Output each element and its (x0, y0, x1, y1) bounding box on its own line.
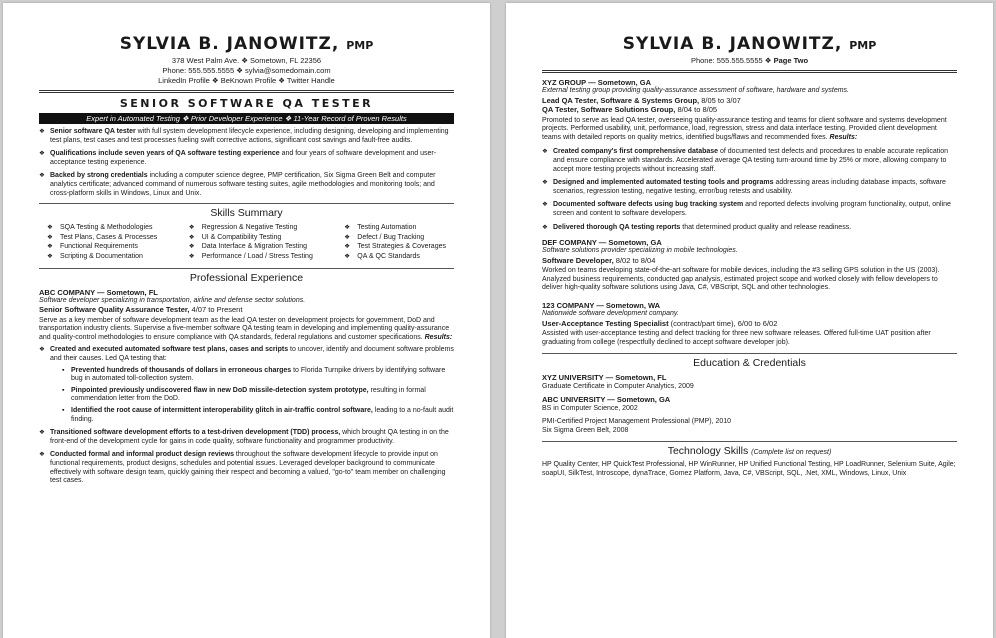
sub-result-item: ▪ Pinpointed previously undiscovered flaw in new DoD missile-detection system prototype, resulting in formal commendation letter from the DoD. (60, 387, 454, 404)
company-description: Software solutions provider specializing in mobile technologies. (542, 247, 738, 255)
company-description: Software developer specializing in transportation, airline and defense sector solutions. (39, 296, 306, 304)
result-item: ❖ Documented software defects using bug tracking system and reported defects involving program functionality, output, online screen and content to software developers. (542, 201, 957, 218)
job-description: Worked on teams developing state-of-the-art software for mobile devices, including the #3 selling GPS solution in the US (2003). Analyzed business requirements, conducted gap analysis, estimated project scope and worked closely with fellow developers to deliver high-quality software solutions using Java, C#, VBScript, SQL and other technologies. (542, 267, 940, 292)
skill-item: ❖ UI & Compatibility Testing (189, 233, 313, 243)
result-item: ❖ Transitioned software development efforts to a test-driven development (TDD) process, which brought QA testing in on the front-end of the development cycle for gains in code quality, software functionality and programmer productivity. (39, 429, 454, 446)
skill-item: ❖ Test Plans, Cases & Processes (47, 233, 157, 243)
sub-result-item: ▪ Prevented hundreds of thousands of dollars in erroneous charges to Florida Turnpike drivers by identifying software bug in automated toll-collection system. (60, 367, 454, 384)
page-two-header: Phone: 555.555.5555 ❖ Page Two (690, 56, 809, 65)
resume-page-two (506, 3, 993, 638)
tech-heading: Technology Skills (Complete list on request) (542, 441, 957, 457)
skill-item: ❖ Test Strategies & Coverages (344, 242, 446, 252)
skills-column (189, 223, 313, 261)
resume-title: SENIOR SOFTWARE QA TESTER (119, 97, 374, 110)
resume-page-one (3, 3, 490, 638)
experience-heading: Professional Experience (39, 268, 454, 284)
job-description: Serve as a key member of software development team as the lead QA tester on development projects for government, DoD and transportation industry clients. Supervise a five-member software QA testing team in developing and implementing quality-assurance and quality-control methodologies to ensure compliance with QA standards, federal regulations and customer specifications. Results: (39, 316, 453, 341)
summary-item: ❖ Backed by strong credentials including a computer science degree, PMP certification, Six Sigma Green Belt and computer analytics certificate; advanced command of numerous software testing suites, agile methodologies and monitoring tools; and cross-platform skills in Windows, Linux and Unix. (39, 172, 454, 198)
company-description: Nationwide software development company. (542, 310, 679, 317)
company-name: ABC COMPANY — Sometown, FL (39, 287, 158, 297)
sub-results-list (60, 367, 454, 425)
job-title: Lead QA Tester, Software & Systems Group, 8/05 to 3/07 (542, 95, 741, 105)
sub-result-item: ▪ Identified the root cause of intermittent interoperability glitch in air-traffic control software, leading to a no-fault audit finding. (60, 407, 454, 424)
education-entry: ABC UNIVERSITY — Sometown, GA BS in Computer Science, 2002 (542, 395, 671, 413)
result-item: ❖ Conducted formal and informal product design reviews throughout the software development lifecycle to provide input on functional requirements, product designs, schedules and potential issues. Leveraged developer background to communicate effectively with software design team, quickly gaining their respect and becoming a valued, "go-to" team member on challenging test cases. (39, 451, 454, 485)
certifications: PMI-Certified Project Management Professional (PMP), 2010 Six Sigma Green Belt, 2008 (542, 418, 732, 435)
skill-item: ❖ Data Interface & Migration Testing (189, 242, 313, 252)
result-item: ❖ Created and executed automated software test plans, cases and scripts to uncover, identify and document software problems and their causes. Led QA testing that: ▪ Prevented hundreds of thousands of dollars in erroneous charges to Florida Turnpike drivers by identifying software bug in automated toll-collection system. ▪ Pinpointed previously undiscovered flaw in new DoD missile-detection system prototype, resulting in formal commendation letter from the DoD. ▪ Identified the root cause of intermittent interoperability glitch in air-traffic control software, leading to a no-fault audit finding. (39, 346, 454, 424)
job-title: Senior Software Quality Assurance Tester, 4/07 to Present (39, 305, 243, 315)
candidate-name: SYLVIA B. JANOWITZ, PMP (622, 34, 877, 54)
education-heading: Education & Credentials (542, 353, 957, 369)
tech-skills: HP Quality Center, HP QuickTest Professional, HP WinRunner, HP Unified Functional Testing, HP LoadRunner, Selenium Suite, Agile; soapUI, SilkTest, Introscope, dynaTrace, Gomez Platform, Java, C#, VBScript, SQL, .Net, XML, Windows, Linux, Unix (542, 461, 956, 477)
skill-item: ❖ Performance / Load / Stress Testing (189, 252, 313, 262)
job-description: Promoted to serve as lead QA tester, overseeing quality-assurance testing and teams for client software and systems development projects. Performed usability, unit, performance, load, regression, stress and data interface testing. Provided client development teams with detailed reports on quality metrics, identified bugs/flaws and recommended fixes. Results: (542, 116, 947, 141)
skills-grid (39, 223, 454, 265)
skill-item: ❖ Scripting & Documentation (47, 252, 157, 262)
address: 378 West Palm Ave. ❖ Sometown, FL 22356 (171, 56, 322, 65)
summary-item: ❖ Senior software QA tester with full system development lifecycle experience, including designing, developing and implementing test plans, test cases and test processes fueling swift corrective actions, significant cost savings and fault-free audits. (39, 128, 454, 145)
headline-banner: Expert in Automated Testing ❖ Prior Developer Experience ❖ 11-Year Record of Proven Results (39, 113, 454, 124)
results-list (39, 346, 454, 485)
skill-item: ❖ Testing Automation (344, 223, 446, 233)
result-item: ❖ Designed and implemented automated testing tools and programs addressing areas including database impacts, software scenarios, regression testing, negative testing, error/bug retests and usability. (542, 179, 957, 196)
skill-item: ❖ SQA Testing & Methodologies (47, 223, 157, 233)
job-title: User-Acceptance Testing Specialist (contract/part time), 6/00 to 6/02 (542, 318, 778, 328)
job-description: Assisted with user-acceptance testing and defect tracking for three new software releases. Offered full-time UAT position after graduating from college (respectfully declined to accept software developer job). (542, 330, 931, 346)
company-name: DEF COMPANY — Sometown, GA (542, 238, 662, 248)
phone-email: Phone: 555.555.5555 ❖ sylvia@somedomain.com (162, 66, 331, 75)
company-name: 123 COMPANY — Sometown, WA (542, 301, 661, 310)
summary-list (39, 128, 454, 198)
results-list (542, 148, 957, 232)
profile-links: LinkedIn Profile ❖ BeKnown Profile ❖ Twitter Handle (158, 76, 335, 85)
skill-item: ❖ Defect / Bug Tracking (344, 233, 446, 243)
divider (39, 90, 454, 93)
education-entry: XYZ UNIVERSITY — Sometown, FL Graduate Certificate in Computer Analytics, 2009 (542, 373, 694, 391)
job-title: QA Tester, Software Solutions Group, 8/04 to 8/05 (542, 105, 718, 115)
skill-item: ❖ Functional Requirements (47, 242, 157, 252)
skills-column (344, 223, 446, 261)
skill-item: ❖ QA & QC Standards (344, 252, 446, 262)
candidate-name: SYLVIA B. JANOWITZ, PMP (119, 34, 374, 54)
job-title: Software Developer, 8/02 to 8/04 (542, 255, 656, 265)
result-item: ❖ Created company's first comprehensive database of documented test defects and procedures to enable accurate replication and ensure compliance with standards. Accelerated average QA testing turn-around time by 25% or more, allowing company to accept more testing projects without increasing staff. (542, 148, 957, 174)
company-description: External testing group providing quality-assurance assessment of software, hardware and systems. (542, 87, 849, 94)
skills-column (47, 223, 157, 261)
skills-heading: Skills Summary (39, 203, 454, 219)
skill-item: ❖ Regression & Negative Testing (189, 223, 313, 233)
divider (542, 70, 957, 73)
result-item: ❖ Delivered thorough QA testing reports that determined product quality and release readiness. (542, 224, 957, 233)
company-name: XYZ GROUP — Sometown, GA (542, 78, 652, 87)
summary-item: ❖ Qualifications include seven years of QA software testing experience and four years of software development and user-acceptance testing experience. (39, 150, 454, 167)
